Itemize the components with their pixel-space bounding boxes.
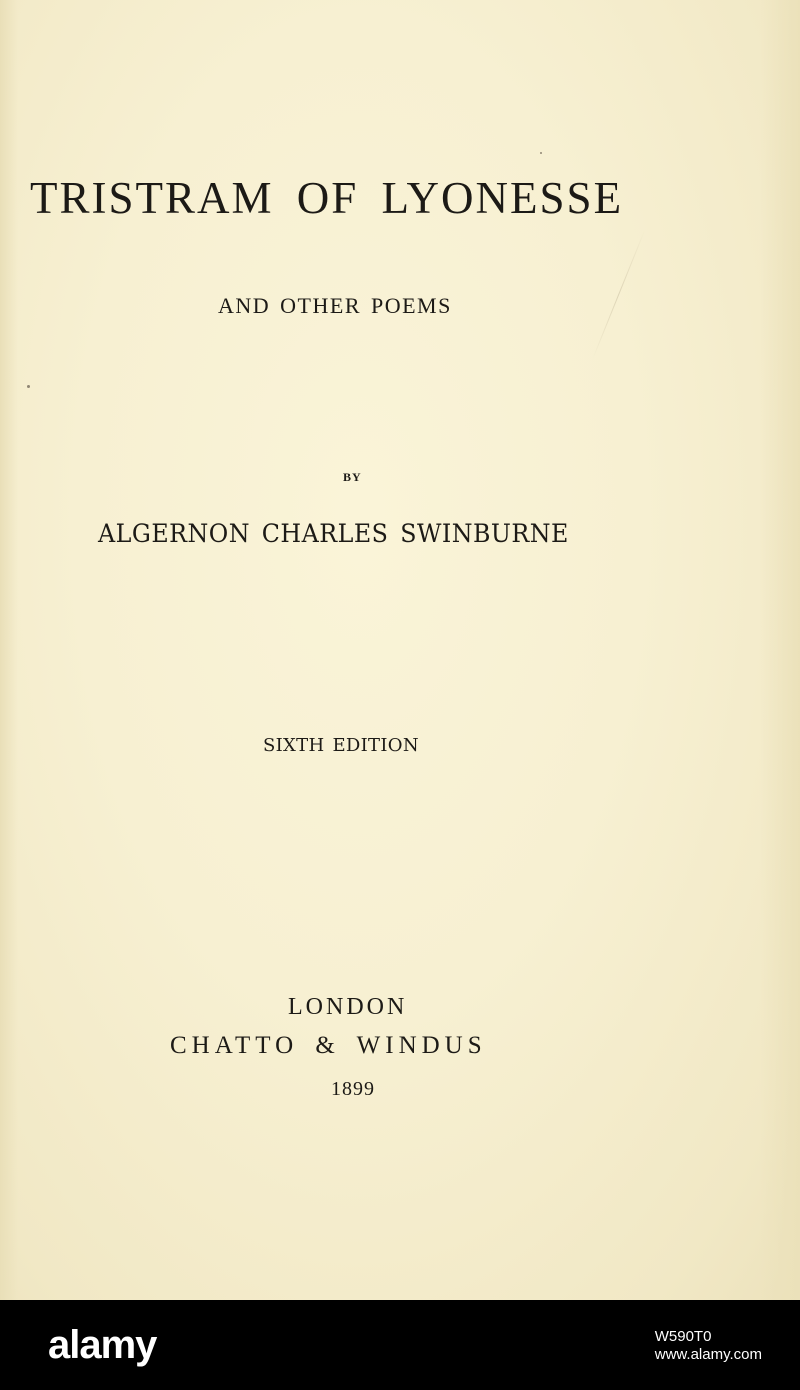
publication-city: LONDON bbox=[288, 994, 408, 1020]
paper-scratch bbox=[592, 230, 645, 360]
author-name: ALGERNON CHARLES SWINBURNE bbox=[98, 519, 569, 548]
page-edge-shadow-right bbox=[760, 0, 800, 1300]
alamy-logo bbox=[48, 1318, 158, 1372]
book-subtitle: AND OTHER POEMS bbox=[218, 293, 452, 318]
publisher-name: CHATTO & WINDUS bbox=[170, 1032, 487, 1059]
watermark-footer bbox=[0, 1300, 800, 1390]
paper-speck bbox=[540, 152, 542, 154]
edition-label: SIXTH EDITION bbox=[263, 735, 419, 756]
image-reference bbox=[655, 1328, 762, 1364]
book-title: TRISTRAM OF LYONESSE bbox=[30, 173, 624, 223]
paper-speck bbox=[27, 385, 30, 388]
image-id-text: W590T0 bbox=[654, 1328, 712, 1345]
svg-text:alamy: alamy bbox=[48, 1323, 157, 1367]
page-edge-shadow-left bbox=[0, 0, 18, 1300]
by-label: BY bbox=[343, 470, 362, 484]
site-url-text: www.alamy.com bbox=[654, 1346, 762, 1363]
publication-year: 1899 bbox=[331, 1078, 375, 1100]
